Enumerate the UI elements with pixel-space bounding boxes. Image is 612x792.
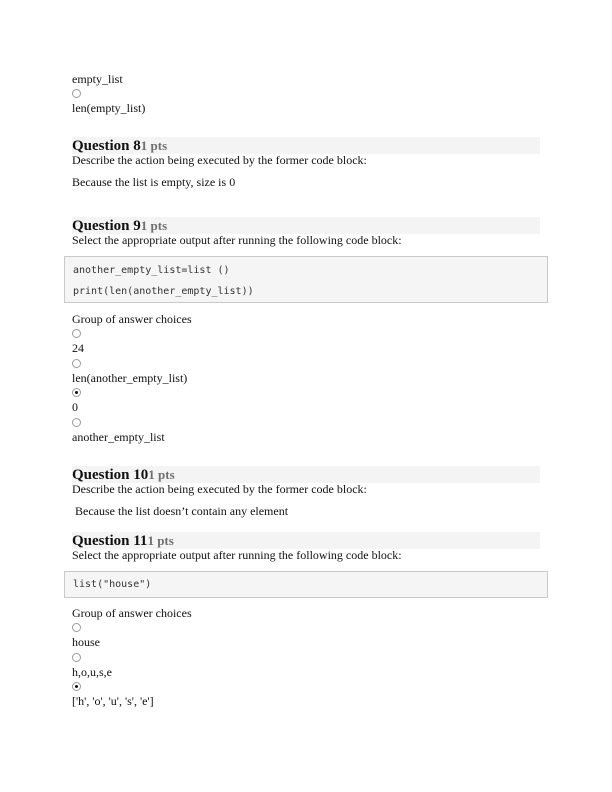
answer-choice-label: another_empty_list [72, 430, 165, 444]
answer-radio-selected[interactable] [72, 682, 81, 691]
question-prompt: Describe the action being executed by the former code block: [72, 153, 367, 167]
answer-radio-selected[interactable] [72, 388, 81, 397]
answer-choice-label: len(another_empty_list) [72, 371, 188, 385]
code-line: list("house") [73, 579, 152, 590]
question-points: 1 pts [148, 467, 175, 482]
answer-choice-label: h,o,u,s,e [72, 665, 112, 679]
answer-choice-label: house [72, 635, 100, 649]
question-points: 1 pts [140, 138, 168, 153]
question-prompt: Describe the action being executed by the former code block: [72, 482, 367, 496]
question-header-9 [72, 217, 540, 234]
answer-choice-label: len(empty_list) [72, 101, 146, 115]
answer-radio[interactable] [72, 418, 81, 427]
question-title: Question 11 [72, 533, 148, 549]
question-prompt: Select the appropriate output after running the following code block: [72, 233, 402, 247]
question-points: 1 pts [140, 218, 168, 233]
answer-choice-label: empty_list [72, 72, 123, 86]
code-block [64, 256, 548, 303]
answer-radio[interactable] [72, 623, 81, 632]
answer-radio[interactable] [72, 329, 81, 338]
question-title: Question 8 [72, 138, 141, 154]
question-prompt: Select the appropriate output after running the following code block: [72, 548, 402, 562]
answer-radio[interactable] [72, 359, 81, 368]
question-title: Question 10 [72, 467, 149, 483]
code-line: another_empty_list=list () [73, 265, 230, 276]
question-header-10 [72, 466, 540, 483]
question-points: 1 pts [147, 533, 174, 548]
code-line: print(len(another_empty_list)) [73, 286, 254, 297]
question-header-8 [72, 137, 540, 154]
essay-answer-text: Because the list doesn’t contain any element [72, 504, 289, 518]
question-title: Question 9 [72, 218, 141, 234]
answer-group-label: Group of answer choices [72, 312, 192, 326]
question-header-11 [72, 532, 540, 549]
code-block [64, 571, 548, 598]
answer-choice-label: ['h', 'o', 'u', 's', 'e'] [72, 694, 154, 708]
answer-choice-label: 0 [72, 400, 78, 414]
essay-answer-text: Because the list is empty, size is 0 [72, 175, 236, 189]
answer-radio[interactable] [72, 89, 81, 98]
answer-group-label: Group of answer choices [72, 606, 192, 620]
answer-choice-label: 24 [72, 341, 84, 355]
answer-radio[interactable] [72, 653, 81, 662]
